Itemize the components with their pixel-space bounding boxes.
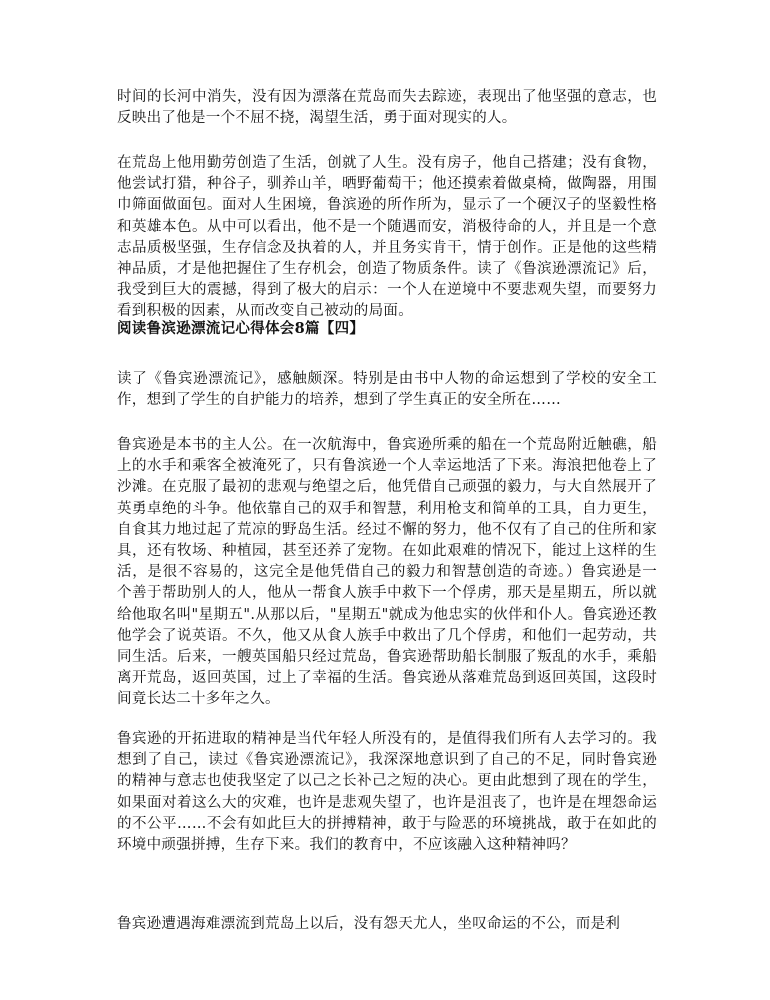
paragraph-4: 鲁宾逊是本书的主人公。在一次航海中，鲁宾逊所乘的船在一个荒岛附近触礁，船上的水手和乘客全被淹死了，只有鲁滨逊一个人幸运地活了下来。海浪把他卷上了沙滩。在克服了最初的悲观与绝望之后，他凭借自己顽强的毅力，与大自然展开了英勇卓绝的斗争。他依靠自己的双手和智慧，利用枪支和简单的工具，自力更生，自食其力地过起了荒凉的野岛生活。经过不懈的努力，他不仅有了自己的住所和家具，还有牧场、种植园，甚至还养了宠物。在如此艰难的情况下，能过上这样的生活，是很不容易的，这完全是他凭借自己的毅力和智慧创造的奇迹。）鲁宾逊是一个善于帮助别人的人，他从一帮食人族手中救下一个俘虏，那天是星期五，所以就给他取名叫"星期五".从那以后，"星期五"就成为他忠实的伙伴和仆人。鲁宾逊还教他学会了说英语。不久，他又从食人族手中救出了几个俘虏，和他们一起劳动，共同生活。后来，一艘英国船只经过荒岛，鲁宾逊帮助船长制服了叛乱的水手，乘船离开荒岛，返回英国，过上了幸福的生活。鲁宾逊从落难荒岛到返回英国，这段时间竟长达二十多年之久。 [117,437,657,708]
section-heading: 阅读鲁滨逊漂流记心得体会8篇【四】 [117,320,365,337]
paragraph-1: 时间的长河中消失，没有因为漂落在荒岛而失去踪迹，表现出了他坚强的意志，也反映出了他是一个不屈不挠，渴望生活，勇于面对现实的人。 [117,89,657,127]
paragraph-3: 读了《鲁宾逊漂流记》，感触颇深。特别是由书中人物的命运想到了学校的安全工作，想到了学生的自护能力的培养，想到了学生真正的安全所在…… [117,371,657,409]
paragraph-6: 鲁宾逊遭遇海难漂流到荒岛上以后，没有怨天尤人，坐叹命运的不公，而是利 [117,916,621,932]
paragraph-5: 鲁宾逊的开拓进取的精神是当代年轻人所没有的，是值得我们所有人去学习的。我想到了自己，读过《鲁宾逊漂流记》，我深深地意识到了自己的不足，同时鲁宾逊的精神与意志也使我坚定了以己之长补己之短的决心。更由此想到了现在的学生，如果面对着这么大的灾难，也许是悲观失望了，也许是沮丧了，也许是在埋怨命运的不公平……不会有如此巨大的拼搏精神，敢于与险恶的环境挑战，敢于在如此的环境中顽强拼搏，生存下来。我们的教育中，不应该融入这种精神吗？ [117,731,657,854]
paragraph-2: 在荒岛上他用勤劳创造了生活，创就了人生。没有房子，他自己搭建；没有食物，他尝试打猎，种谷子，驯养山羊，晒野葡萄干；他还摸索着做桌椅，做陶器，用围巾筛面做面包。面对人生困境，鲁滨逊的所作所为，显示了一个硬汉子的坚毅性格和英雄本色。从中可以看出，他不是一个随遇而安，消极待命的人，并且是一个意志品质极坚强，生存信念及执着的人，并且务实肯干，情于创作。正是他的这些精神品质，才是他把握住了生存机会，创造了物质条件。读了《鲁滨逊漂流记》后，我受到巨大的震撼，得到了极大的启示：一个人在逆境中不要悲观失望，而要努力看到积极的因素，从而改变自己被动的局面。 [117,155,657,320]
